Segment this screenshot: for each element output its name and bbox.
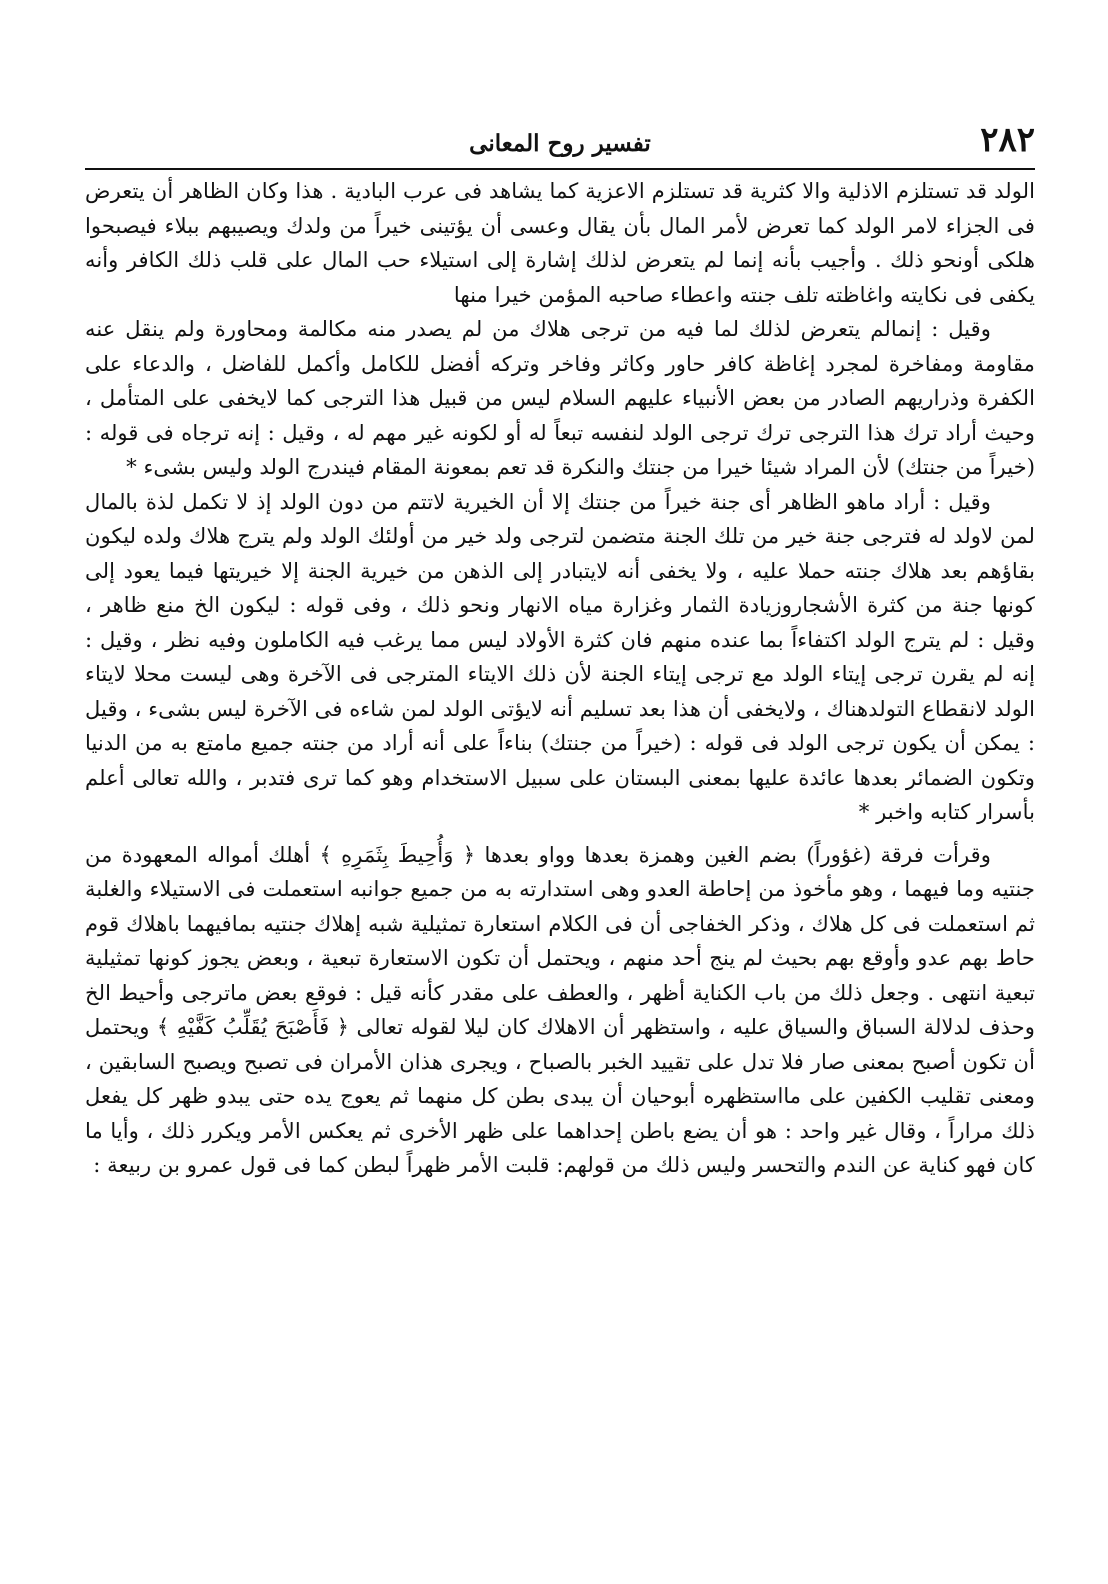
paragraph: وقيل : أراد ماهو الظاهر أى جنة خيراً من جنتك إلا أن الخيرية لاتتم من دون الولد إذ لا تكمل لذة بالمال لمن لاولد له فترجى جنة خير من تلك الجنة متضمن لترجى ولد خير من أولئك الولد ولم يترج هلاك ولده ليكون بقاؤهم بعد هلاك جنته حملا عليه ، ولا يخفى أنه لايتبادر إلى الذهن من خيرية الجنة إلا خيريتها فيما يعود إلى كونها جنة من كثرة الأشجاروزيادة الثمار وغزارة مياه الانهار ونحو ذلك ، وفى قوله : ليكون الخ منع ظاهر ، وقيل : لم يترج الولد اكتفاءاً بما عنده منهم فان كثرة الأولاد ليس مما يرغب فيه الكاملون وفيه نظر ، وقيل : إنه لم يقرن ترجى إيتاء الولد مع ترجى إيتاء الجنة لأن ذلك الايتاء المترجى فى الآخرة وهى ليست محلا لايتاء الولد لانقطاع التولدهناك ، ولايخفى أن هذا بعد تسليم أنه لايؤتى الولد لمن شاءه فى الآخرة ليس بشىء ، وقيل : يمكن أن يكون ترجى الولد فى قوله : (خيراً من جنتك) بناءاً على أنه أراد من جنته جميع مامتع به من الدنيا وتكون الضمائر بعدها عائدة عليها بمعنى البستان على سبيل الاستخدام وهو كما ترى فتدبر ، والله تعالى أعلم بأسرار كتابه واخبر * [85,488,1035,824]
paragraph: وقيل : إنمالم يتعرض لذلك لما فيه من ترجى هلاك من لم يصدر منه مكالمة ومحاورة ولم ينقل عنه مقاومة ومفاخرة لمجرد إغاظة كافر حاور وكاثر وفاخر وتركه أفضل للكامل وأكمل للفاضل ، والدعاء على الكفرة وذراريهم الصادر من بعض الأنبياء عليهم السلام ليس من قبيل هذا الترجى كما لايخفى على المتأمل ، وحيث أراد ترك هذا الترجى ترك ترجى الولد لنفسه تبعاً له أو لكونه غير مهم له ، وقيل : إنه ترجاه فى قوله :(خيراً من جنتك) لأن المراد شيئا خيرا من جنتك والنكرة قد تعم بمعونة المقام فيندرج الولد وليس بشىء * [85,316,1035,479]
page-number: ٢٨٢ [980,120,1035,160]
paragraph: وقرأت فرقة (غؤوراً) بضم الغين وهمزة بعدها وواو بعدها ﴿ وَأُحِيطَ بِثَمَرِهِ ﴾ أهلك أمواله المعهودة من جنتيه وما فيهما ، وهو مأخوذ من إحاطة العدو وهى استدارته به من جميع جوانبه استعملت فى الاستيلاء والغلبة ثم استعملت فى كل هلاك ، وذكر الخفاجى أن فى الكلام استعارة تمثيلية شبه إهلاك جنتيه بمافيهما باهلاك قوم حاط بهم عدو وأوقع بهم بحيث لم ينج أحد منهم ، ويحتمل أن تكون الاستعارة تبعية ، وبعض يجوز كونها تمثيلية تبعية انتهى . وجعل ذلك من باب الكناية أظهر ، والعطف على مقدر كأنه قيل : فوقع بعض ماترجى وأحيط الخ وحذف لدلالة السباق والسياق عليه ، واستظهر أن الاهلاك كان ليلا لقوله تعالى ﴿ فَأَصْبَحَ يُقَلِّبُ كَفَّيْهِ ﴾ ويحتمل أن تكون أصبح بمعنى صار فلا تدل على تقييد الخبر بالصباح ، ويجرى هذان الأمران فى تصبح ويصبح السابقين ، ومعنى تقليب الكفين على مااستظهره أبوحيان أن يبدى بطن كل منهما ثم يعوج يده حتى يبدو ظهر كل يفعل ذلك مراراً ، وقال غير واحد : هو أن يضع باطن إحداهما على ظهر الأخرى ثم يعكس الأمر ويكرر ذلك ، وأيا ما كان فهو كناية عن الندم والتحسر وليس ذلك من قولهم: قلبت الأمر ظهراً لبطن كما فى قول عمرو بن ربيعة : [85,841,1035,1177]
page-header [85,118,1035,170]
paragraph: الولد قد تستلزم الاذلية والا كثرية قد تستلزم الاعزية كما يشاهد فى عرب البادية . هذا وكان الظاهر أن يتعرض فى الجزاء لامر الولد كما تعرض لأمر المال بأن يقال وعسى أن يؤتينى خيراً من ولدك ويصيبهم ببلاء فيصبحوا هلكى أونحو ذلك . وأجيب بأنه إنما لم يتعرض لذلك إشارة إلى استيلاء حب المال على قلب ذلك الكافر وأنه يكفى فى نكايته واغاظته تلف جنته واعطاء صاحبه المؤمن خيرا منها [85,178,1035,307]
running-title: تفسير روح المعانى [469,130,651,157]
body-text [85,174,1035,1183]
page [85,118,1035,1498]
